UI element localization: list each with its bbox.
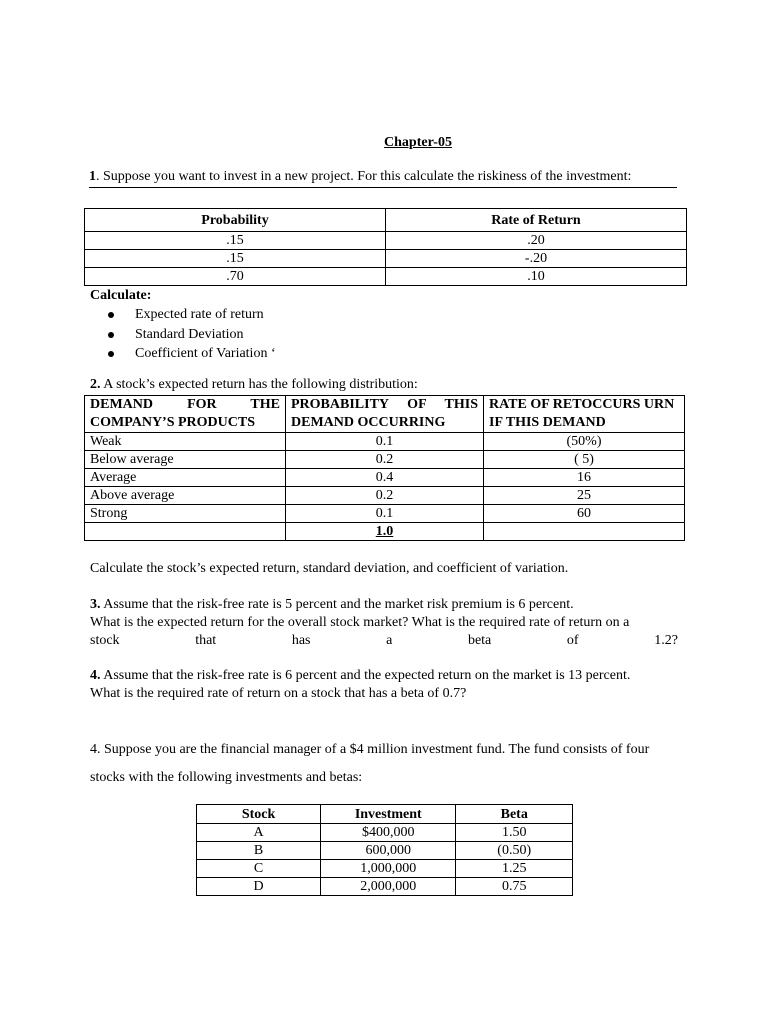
list-item-text: Expected rate of return (135, 307, 264, 322)
question-3-word: beta (467, 633, 492, 648)
calculate-label: Calculate: (90, 288, 152, 303)
table-cell: (0.50) (456, 842, 573, 860)
table-cell: 1,000,000 (321, 860, 456, 878)
table-cell: Above average (85, 487, 286, 505)
table-cell: 25 (484, 487, 685, 505)
table-cell: .15 (85, 250, 386, 268)
table-cell: 0.2 (286, 487, 484, 505)
question-4-line: What is the required rate of return on a stock that has a beta of 0.7? (90, 686, 467, 701)
chapter-title: Chapter-05 (384, 135, 452, 150)
table-row (85, 250, 687, 268)
question-3-number: 3. (90, 597, 101, 612)
column-header (85, 396, 286, 433)
header-line: DEMAND OCCURRING (291, 415, 446, 430)
table-cell (484, 523, 685, 541)
question-3-word: a (386, 633, 393, 648)
question-5: 4. Suppose you are the financial manager of a $4 million investment fund. The fund consists of four stocks with the following investments and betas: (90, 742, 650, 785)
table-row (85, 469, 685, 487)
table-cell: 0.4 (286, 469, 484, 487)
column-header: Rate of Return (386, 209, 687, 232)
question-4 (90, 667, 678, 703)
table-header-row (197, 805, 573, 824)
table-cell (286, 523, 484, 541)
table-cell: .70 (85, 268, 386, 286)
table-cell: .10 (386, 268, 687, 286)
table-total-row (85, 523, 685, 541)
bullet-icon (108, 332, 114, 338)
question-3-line (90, 632, 678, 650)
table-cell: Weak (85, 433, 286, 451)
table-row (85, 451, 685, 469)
header-line: DEMAND FOR THE (90, 397, 280, 412)
table-cell: A (197, 824, 321, 842)
table-header-row (85, 396, 685, 433)
list-item (108, 325, 276, 345)
list-item (108, 344, 276, 364)
probability-return-table (84, 208, 687, 286)
table-row (197, 842, 573, 860)
table-cell: D (197, 878, 321, 896)
table-header-row (85, 209, 687, 232)
table-cell: $400,000 (321, 824, 456, 842)
table-cell: (50%) (484, 433, 685, 451)
table-row (197, 878, 573, 896)
probability-total: 1.0 (375, 524, 394, 539)
question-3-word: has (291, 633, 311, 648)
table-cell: .20 (386, 232, 687, 250)
table-row (85, 268, 687, 286)
header-line: RATE OF RETOCCURS URN (489, 397, 675, 412)
question-4-text: Assume that the risk-free rate is 6 percent and the expected return on the market is 13 percent. (100, 668, 631, 683)
table-cell: C (197, 860, 321, 878)
table-row (197, 860, 573, 878)
column-header (484, 396, 685, 433)
header-line: IF THIS DEMAND (489, 415, 606, 430)
header-line: PROBABILITY OF THIS (291, 397, 478, 412)
table-cell: 0.1 (286, 433, 484, 451)
table-cell (85, 523, 286, 541)
column-header (286, 396, 484, 433)
table-row (85, 232, 687, 250)
bullet-icon (108, 312, 114, 318)
demand-distribution-table (84, 395, 685, 541)
question-2-instruction: Calculate the stock’s expected return, standard deviation, and coefficient of variation. (90, 561, 569, 576)
table-cell: Average (85, 469, 286, 487)
column-header: Probability (85, 209, 386, 232)
table-cell: 2,000,000 (321, 878, 456, 896)
table-row (85, 487, 685, 505)
question-3-word: 1.2? (654, 633, 678, 648)
table-cell: 0.2 (286, 451, 484, 469)
question-1-text: . Suppose you want to invest in a new project. For this calculate the riskiness of the investment: (96, 169, 632, 184)
question-3-word: that (195, 633, 217, 648)
table-cell: B (197, 842, 321, 860)
list-item (108, 305, 276, 325)
question-4-number: 4. (90, 668, 101, 683)
table-cell: Strong (85, 505, 286, 523)
question-3-line (90, 596, 678, 614)
bullet-icon (108, 351, 114, 357)
column-header: Stock (197, 805, 321, 824)
table-cell: 0.75 (456, 878, 573, 896)
table-cell: 60 (484, 505, 685, 523)
table-cell: Below average (85, 451, 286, 469)
table-cell: 600,000 (321, 842, 456, 860)
header-line: COMPANY’S PRODUCTS (90, 415, 256, 430)
question-3-word: stock (90, 633, 120, 648)
column-header: Investment (321, 805, 456, 824)
table-row (197, 824, 573, 842)
question-3-word: of (566, 633, 579, 648)
table-cell: -.20 (386, 250, 687, 268)
question-4-line (90, 667, 678, 685)
stock-investment-table (196, 804, 573, 896)
list-item-text: Coefficient of Variation ‘ (135, 346, 276, 361)
column-header: Beta (456, 805, 573, 824)
question-2 (90, 377, 418, 393)
table-cell: 1.25 (456, 860, 573, 878)
question-1-number: 1 (89, 169, 96, 184)
table-cell: .15 (85, 232, 386, 250)
table-cell: 0.1 (286, 505, 484, 523)
question-2-number: 2. (90, 377, 101, 392)
table-cell: 1.50 (456, 824, 573, 842)
question-1 (89, 168, 677, 188)
list-item-text: Standard Deviation (135, 326, 244, 342)
question-3-text: Assume that the risk-free rate is 5 percent and the market risk premium is 6 percent. (100, 597, 574, 612)
table-row (85, 433, 685, 451)
table-cell: ( 5) (484, 451, 685, 469)
table-cell: 16 (484, 469, 685, 487)
calculate-list (108, 305, 276, 364)
question-2-text: A stock’s expected return has the following distribution: (100, 377, 418, 392)
question-3-line: What is the expected return for the overall stock market? What is the required rate of return on a (90, 615, 630, 630)
question-3 (90, 596, 678, 650)
table-row (85, 505, 685, 523)
